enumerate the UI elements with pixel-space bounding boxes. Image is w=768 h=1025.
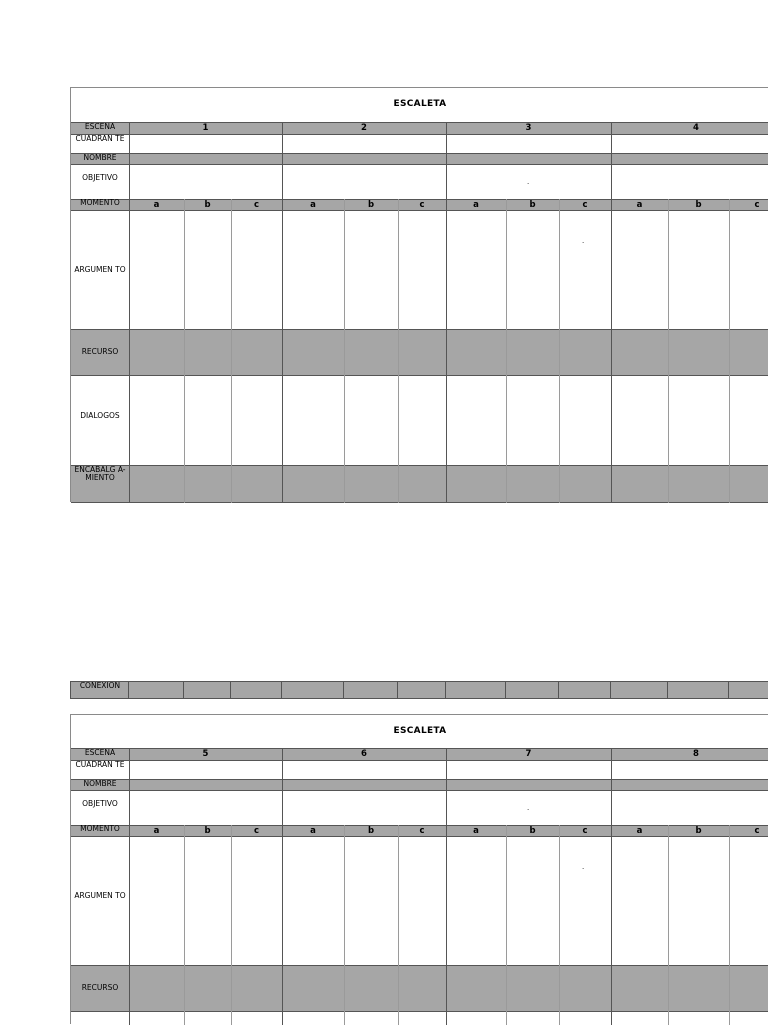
moment-label: a bbox=[153, 826, 160, 836]
moment-label: b bbox=[529, 826, 536, 836]
label-escena: ESCENA bbox=[84, 748, 116, 757]
label-argumento: ARGUMEN TO bbox=[74, 891, 126, 900]
scene-number: 3 bbox=[525, 123, 532, 133]
sheet-title: ESCALETA bbox=[393, 99, 447, 109]
label-nombre: NOMBRE bbox=[83, 779, 117, 788]
encabalgamiento-row bbox=[71, 465, 768, 503]
recurso-row bbox=[71, 965, 768, 1011]
stray-mark: . bbox=[527, 804, 530, 812]
scene-number: 2 bbox=[361, 123, 367, 133]
label-encabalgamiento: ENCABALG A- MIENTO bbox=[74, 465, 126, 482]
scene-number: 1 bbox=[202, 123, 209, 133]
moment-label: a bbox=[310, 200, 316, 210]
scene-number: 6 bbox=[361, 749, 367, 759]
label-dialogos: DIALOGOS bbox=[80, 411, 120, 420]
moment-label: b bbox=[367, 200, 375, 210]
stray-mark: . bbox=[527, 178, 530, 186]
moment-label: b bbox=[695, 826, 702, 836]
moment-label: c bbox=[582, 200, 588, 210]
moment-label: b bbox=[695, 200, 702, 210]
moment-label: a bbox=[153, 200, 160, 210]
moment-label: a bbox=[473, 200, 479, 210]
label-conexion: CONEXION bbox=[79, 681, 121, 690]
scene-number: 5 bbox=[202, 749, 209, 759]
conexion-row bbox=[70, 681, 768, 699]
moment-label: a bbox=[310, 826, 316, 836]
label-recurso: RECURSO bbox=[81, 347, 119, 356]
label-argumento: ARGUMEN TO bbox=[74, 265, 126, 274]
scene-number: 4 bbox=[693, 123, 699, 133]
moment-label: a bbox=[473, 826, 479, 836]
label-escena: ESCENA bbox=[84, 122, 116, 131]
stray-mark: . bbox=[582, 237, 585, 245]
moment-label: c bbox=[419, 826, 425, 836]
moment-label: b bbox=[367, 826, 375, 836]
moment-label: c bbox=[419, 200, 425, 210]
moment-label: c bbox=[754, 200, 760, 210]
moment-label: c bbox=[582, 826, 588, 836]
moment-label: a bbox=[636, 826, 643, 836]
label-momento: MOMENTO bbox=[80, 198, 120, 207]
label-objetivo: OBJETIVO bbox=[82, 173, 118, 182]
sheet-title: ESCALETA bbox=[393, 726, 447, 736]
moment-label: c bbox=[253, 826, 260, 836]
scene-number: 7 bbox=[525, 749, 532, 759]
label-recurso: RECURSO bbox=[81, 983, 119, 992]
recurso-row bbox=[71, 329, 768, 375]
escaleta-sheet-2 bbox=[70, 714, 768, 1024]
label-objetivo: OBJETIVO bbox=[82, 799, 118, 808]
nombre-row bbox=[71, 779, 768, 790]
moment-label: b bbox=[204, 200, 211, 210]
scene-number: 8 bbox=[693, 749, 699, 759]
label-nombre: NOMBRE bbox=[83, 153, 117, 162]
moment-label: b bbox=[204, 826, 211, 836]
label-cuadrante: CUADRAN TE bbox=[75, 134, 125, 143]
moment-label: c bbox=[754, 826, 760, 836]
moment-label: c bbox=[253, 200, 260, 210]
moment-label: b bbox=[529, 200, 536, 210]
nombre-row bbox=[71, 153, 768, 164]
escaleta-sheet-1 bbox=[70, 87, 768, 502]
label-momento: MOMENTO bbox=[80, 824, 120, 833]
moment-label: a bbox=[636, 200, 643, 210]
stray-mark: . bbox=[582, 863, 585, 871]
label-cuadrante: CUADRAN TE bbox=[75, 760, 125, 769]
